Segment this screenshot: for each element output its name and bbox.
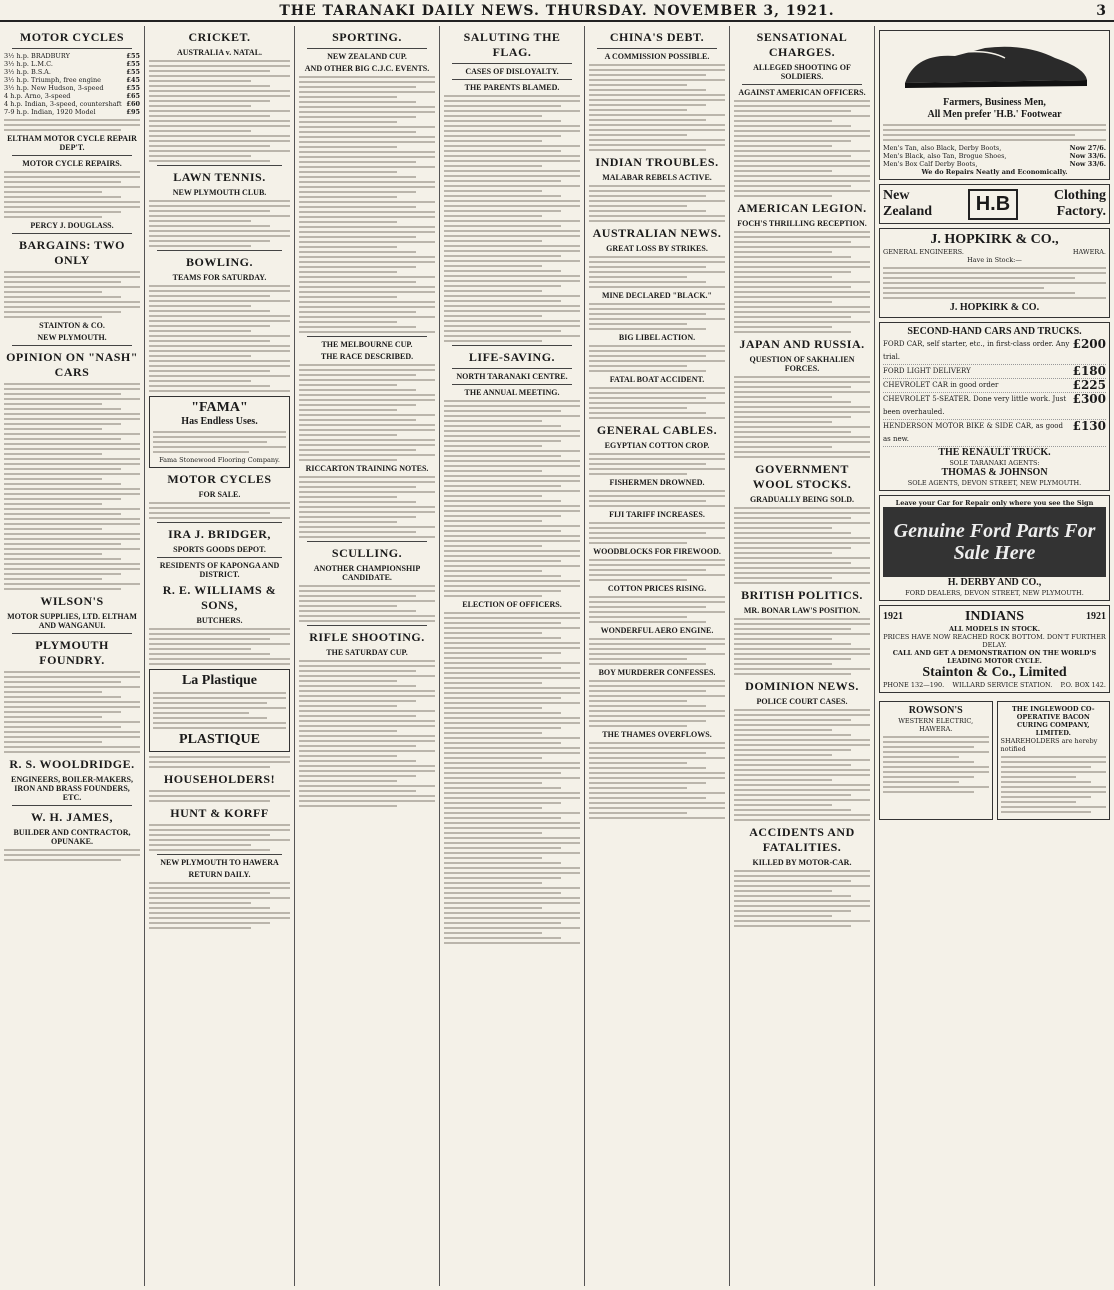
- sporting-heading: SPORTING.: [332, 30, 402, 44]
- british-politics-heading: BRITISH POLITICS.: [741, 588, 863, 602]
- hb-zealand: Zealand: [883, 204, 933, 219]
- indians-year-right: 1921: [1086, 611, 1106, 622]
- kaponga-heading: RESIDENTS OF KAPONGA AND DISTRICT.: [159, 561, 280, 579]
- fama-title: "FAMA": [191, 400, 248, 415]
- masthead: [0, 0, 1114, 22]
- williams-heading: R. E. WILLIAMS & SONS,: [162, 583, 277, 612]
- australian-news-sub: GREAT LOSS BY STRIKES.: [606, 244, 708, 253]
- ford-leave-line: Leave your Car for Repair only where you see the Sign: [895, 499, 1094, 507]
- indians-sub: ALL MODELS IN STOCK.: [949, 625, 1040, 633]
- hopkirk-sub: GENERAL ENGINEERS.: [883, 248, 964, 256]
- china-debt-heading: CHINA'S DEBT.: [609, 30, 705, 44]
- hopkirk-ad: [879, 228, 1110, 318]
- eltham-repair-heading: ELTHAM MOTOR CYCLE REPAIR DEP'T.: [7, 134, 137, 152]
- cotton-prices-heading: COTTON PRICES RISING.: [607, 584, 707, 593]
- fama-ad: [149, 396, 290, 468]
- truck-row-price: £225: [1072, 378, 1106, 392]
- boot-row: [883, 144, 1106, 152]
- truck-price-list: [883, 338, 1106, 447]
- truck-row-label: CHEVROLET CAR in good order: [883, 381, 999, 389]
- truck-row: [883, 365, 1106, 379]
- fiji-tariff-heading: FIJI TARIFF INCREASES.: [609, 510, 705, 519]
- stainton-phone: PHONE 132—190.: [883, 681, 945, 689]
- plastique-footer: PLASTIQUE: [179, 732, 260, 747]
- james-sub: BUILDER AND CONTRACTOR, OPUNAKE.: [13, 828, 131, 846]
- stainton-box: P.O. BOX 142.: [1060, 681, 1106, 689]
- accidents-sub: KILLED BY MOTOR-CAR.: [752, 858, 852, 867]
- derby-sub: FORD DEALERS, DEVON STREET, NEW PLYMOUTH.: [905, 589, 1084, 597]
- aero-engine-heading: WONDERFUL AERO ENGINE.: [600, 626, 714, 635]
- hb-new: New: [883, 188, 910, 203]
- hb-clothing-ad: [879, 184, 1110, 224]
- parents-blamed-sub: THE PARENTS BLAMED.: [464, 83, 560, 92]
- second-hand-heading: SECOND-HAND CARS AND TRUCKS.: [907, 326, 1082, 337]
- truck-row-price: £180: [1072, 364, 1106, 378]
- rowson-ad: [879, 701, 993, 820]
- column-1: [0, 26, 145, 1286]
- motor-cycle-row-label: 3½ h.p. Triumph, free engine: [4, 76, 101, 84]
- motor-cycle-row-label: 4 h.p. Arno, 3-speed: [4, 92, 71, 100]
- motor-cycle-row-price: £60: [126, 100, 140, 108]
- shoe-illustration-icon: [895, 38, 1095, 93]
- motor-cycle-row-label: 4 h.p. Indian, 3-speed, countershaft: [4, 100, 122, 108]
- wooldridge-heading: R. S. WOOLDRIDGE.: [9, 757, 135, 771]
- indians-title: INDIANS: [964, 609, 1025, 624]
- sensational-sub2: AGAINST AMERICAN OFFICERS.: [738, 88, 866, 97]
- japan-russia-heading: JAPAN AND RUSSIA.: [739, 337, 865, 351]
- plymouth-foundry-heading: PLYMOUTH FOUNDRY.: [35, 638, 109, 667]
- accidents-heading: ACCIDENTS AND FATALITIES.: [749, 825, 855, 854]
- derby-title: H. DERBY AND CO.,: [947, 577, 1042, 588]
- motor-cycle-row-label: 3½ h.p. BRADBURY: [4, 52, 70, 60]
- melbourne-cup-sub: THE RACE DESCRIBED.: [320, 352, 414, 361]
- stainton-service: WILLARD SERVICE STATION.: [952, 681, 1053, 689]
- motor-cycle-row-price: £55: [126, 60, 140, 68]
- motor-cycle-row: [4, 68, 140, 76]
- motor-cycle-row: [4, 92, 140, 100]
- bacon-notice: SHAREHOLDERS are hereby notified: [1000, 737, 1098, 753]
- motor-cycle-price-list: [4, 52, 140, 116]
- williams-sub: BUTCHERS.: [196, 616, 243, 625]
- wool-stocks-sub: GRADUALLY BEING SOLD.: [749, 495, 855, 504]
- riccarton-heading: RICCARTON TRAINING NOTES.: [305, 464, 429, 473]
- indian-troubles-heading: INDIAN TROUBLES.: [595, 155, 719, 169]
- dominion-news-sub: POLICE COURT CASES.: [756, 697, 848, 706]
- truck-row-label: CHEVROLET 5-SEATER. Done very little work. Just been overhauled.: [883, 395, 1067, 416]
- thomas-johnson-sub: SOLE AGENTS, DEVON STREET, NEW PLYMOUTH.: [907, 479, 1082, 487]
- stainton-sub: NEW PLYMOUTH.: [37, 333, 107, 342]
- truck-row: [883, 338, 1106, 365]
- repairs-line: We do Repairs Neatly and Economically.: [921, 168, 1068, 176]
- truck-row-price: £200: [1072, 337, 1106, 351]
- wool-stocks-heading: GOVERNMENT WOOL STOCKS.: [752, 462, 852, 491]
- boot-row-label: Men's Black, also Tan, Brogue Shoes,: [883, 152, 1007, 160]
- truck-row-label: FORD CAR, self starter, etc., in first-class order. Any trial.: [883, 340, 1070, 361]
- cotton-crop-heading: EGYPTIAN COTTON CROP.: [604, 441, 710, 450]
- nz-cup-sub: AND OTHER BIG C.J.C. EVENTS.: [304, 64, 430, 73]
- australian-news-heading: AUSTRALIAN NEWS.: [592, 226, 722, 240]
- motor-cycles-heading: MOTOR CYCLES: [19, 30, 125, 44]
- wooldridge-sub: ENGINEERS, BOILER-MAKERS, IRON AND BRASS FOUNDERS, ETC.: [10, 775, 134, 802]
- boot-row: [883, 160, 1106, 168]
- sensational-charges-heading: SENSATIONAL CHARGES.: [756, 30, 848, 59]
- bacon-title: THE INGLEWOOD CO-OPERATIVE BACON CURING COMPANY, LIMITED.: [1011, 705, 1095, 737]
- motor-cycle-row-price: £55: [126, 52, 140, 60]
- election-officers-heading: ELECTION OF OFFICERS.: [462, 600, 562, 609]
- rowson-town: HAWERA.: [919, 725, 953, 733]
- james-heading: W. H. JAMES,: [31, 810, 113, 824]
- indians-year-left: 1921: [883, 611, 903, 622]
- fama-sub: Has Endless Uses.: [181, 416, 258, 427]
- hawera-service-heading: NEW PLYMOUTH TO HAWERA: [160, 858, 279, 867]
- saluting-flag-heading: SALUTING THE FLAG.: [463, 30, 561, 59]
- thames-heading: THE THAMES OVERFLOWS.: [602, 730, 712, 739]
- life-saving-heading: LIFE-SAVING.: [468, 350, 556, 364]
- douglass-name: PERCY J. DOUGLASS.: [30, 221, 114, 230]
- boot-row-label: Men's Box Calf Derby Boots,: [883, 160, 978, 168]
- newspaper-title: THE TARANAKI DAILY NEWS. THURSDAY. NOVEMBER 3, 1921.: [279, 3, 835, 19]
- woodblocks-heading: WOODBLOCKS FOR FIREWOOD.: [593, 547, 721, 556]
- hb-footwear-ad: [879, 30, 1110, 180]
- hunt-korff-heading: HUNT & KORFF: [170, 806, 269, 820]
- boot-row-label: Men's Tan, also Black, Derby Boots,: [883, 144, 1002, 152]
- ford-sign: Genuine Ford Parts For Sale Here: [883, 507, 1106, 577]
- sculling-sub: ANOTHER CHAMPIONSHIP CANDIDATE.: [313, 564, 421, 582]
- hopkirk-footer: J. HOPKIRK & CO.: [949, 302, 1040, 313]
- hopkirk-town: HAWERA.: [1072, 248, 1106, 256]
- fishermen-heading: FISHERMEN DROWNED.: [609, 478, 705, 487]
- sensational-sub1: ALLEGED SHOOTING OF SOLDIERS.: [753, 63, 851, 81]
- column-2: [145, 26, 295, 1286]
- indian-troubles-sub: MALABAR REBELS ACTIVE.: [602, 173, 712, 182]
- boot-row-price: Now 27/6.: [1069, 144, 1106, 152]
- bowling-sub: TEAMS FOR SATURDAY.: [172, 273, 267, 282]
- truck-row-label: HENDERSON MOTOR BIKE & SIDE CAR, as good as new.: [883, 422, 1063, 443]
- rowson-sub: WESTERN ELECTRIC,: [898, 717, 974, 725]
- wilsons-sub: MOTOR SUPPLIES, LTD. ELTHAM AND WANGANUI.: [7, 612, 137, 630]
- libel-heading: BIG LIBEL ACTION.: [618, 333, 696, 342]
- column-6: [730, 26, 875, 1286]
- bacon-company-ad: [997, 701, 1111, 820]
- plastique-ad: [149, 669, 290, 752]
- hopkirk-title: J. HOPKIRK & CO.,: [930, 232, 1059, 247]
- american-legion-heading: AMERICAN LEGION.: [737, 201, 867, 215]
- column-5: [585, 26, 730, 1286]
- all-men-headline: All Men prefer 'H.B.' Footwear: [927, 109, 1062, 120]
- bowling-heading: BOWLING.: [185, 255, 253, 269]
- hb-logo: H.B: [968, 189, 1018, 220]
- hopkirk-stock: Have in Stock:—: [967, 256, 1022, 264]
- truck-row: [883, 379, 1106, 393]
- motor-cycle-row: [4, 76, 140, 84]
- sculling-heading: SCULLING.: [331, 546, 403, 560]
- annual-meeting-sub: THE ANNUAL MEETING.: [464, 388, 560, 397]
- motor-cycles-sale-heading: MOTOR CYCLES: [167, 472, 272, 486]
- motor-cycle-row: [4, 52, 140, 60]
- motor-cycle-row-label: 3½ h.p. B.S.A.: [4, 68, 51, 76]
- column-3: [295, 26, 440, 1286]
- repairs-heading: MOTOR CYCLE REPAIRS.: [22, 159, 122, 168]
- disloyalty-sub: CASES OF DISLOYALTY.: [465, 67, 559, 76]
- truck-row: [883, 393, 1106, 420]
- cricket-sub: AUSTRALIA v. NATAL.: [176, 48, 263, 57]
- boots-price-list: [883, 144, 1106, 168]
- stainton-heading: STAINTON & CO.: [39, 321, 105, 330]
- truck-row-label: FORD LIGHT DELIVERY: [883, 367, 971, 375]
- boot-row-price: Now 33/6.: [1069, 152, 1106, 160]
- bridger-sub: SPORTS GOODS DEPOT.: [173, 545, 266, 554]
- rifle-shooting-heading: RIFLE SHOOTING.: [309, 630, 425, 644]
- bargains-heading: BARGAINS: TWO ONLY: [19, 238, 125, 267]
- boot-row-price: Now 33/6.: [1069, 160, 1106, 168]
- melbourne-cup-heading: THE MELBOURNE CUP.: [321, 340, 413, 349]
- indians-call: CALL AND GET A DEMONSTRATION ON THE WORLD'S LEADING MOTOR CYCLE.: [892, 649, 1097, 665]
- fatal-boat-heading: FATAL BOAT ACCIDENT.: [609, 375, 705, 384]
- farmers-headline: Farmers, Business Men,: [943, 97, 1046, 108]
- wilsons-heading: WILSON'S: [40, 594, 104, 608]
- japan-russia-sub: QUESTION OF SAKHALIEN FORCES.: [749, 355, 855, 373]
- indians-ad: [879, 605, 1110, 693]
- truck-row-price: £130: [1072, 419, 1106, 433]
- motor-cycle-row-price: £45: [126, 76, 140, 84]
- sole-agents-label: SOLE TARANAKI AGENTS:: [949, 459, 1040, 467]
- hb-factory: Factory.: [1056, 204, 1106, 219]
- householders-heading: HOUSEHOLDERS!: [163, 772, 276, 786]
- motor-cycle-row: [4, 100, 140, 108]
- rifle-shooting-sub: THE SATURDAY CUP.: [326, 648, 408, 657]
- for-sale-label: FOR SALE.: [198, 490, 241, 499]
- motor-cycle-row-price: £95: [126, 108, 140, 116]
- motor-cycle-row-price: £55: [126, 84, 140, 92]
- motor-cycle-row-label: 7-9 h.p. Indian, 1920 Model: [4, 108, 96, 116]
- plastique-title: La Plastique: [181, 673, 258, 688]
- china-debt-sub: A COMMISSION POSSIBLE.: [604, 52, 710, 61]
- motor-cycle-row-price: £65: [126, 92, 140, 100]
- cricket-heading: CRICKET.: [188, 30, 251, 44]
- indians-prices: PRICES HAVE NOW REACHED ROCK BOTTOM. DON'T FURTHER DELAY.: [883, 633, 1106, 649]
- page-number: 3: [1096, 3, 1106, 19]
- nz-cup-heading: NEW ZEALAND CUP.: [327, 52, 407, 61]
- boot-row: [883, 152, 1106, 160]
- dominion-news-heading: DOMINION NEWS.: [745, 679, 859, 693]
- motor-cycle-row: [4, 108, 140, 116]
- truck-row-price: £300: [1072, 392, 1106, 406]
- american-legion-sub: FOCH'S THRILLING RECEPTION.: [737, 219, 867, 228]
- thomas-johnson: THOMAS & JOHNSON: [941, 467, 1048, 478]
- return-daily: RETURN DAILY.: [188, 870, 251, 879]
- lawn-tennis-heading: LAWN TENNIS.: [173, 170, 266, 184]
- renault-truck: THE RENAULT TRUCK.: [938, 447, 1051, 458]
- motor-cycle-row-label: 3½ h.p. New Hudson, 3-speed: [4, 84, 104, 92]
- general-cables-heading: GENERAL CABLES.: [596, 423, 718, 437]
- second-hand-cars-ad: [879, 322, 1110, 491]
- north-taranaki-centre: NORTH TARANAKI CENTRE.: [456, 372, 568, 381]
- column-4: [440, 26, 585, 1286]
- british-politics-sub: MR. BONAR LAW'S POSITION.: [743, 606, 861, 615]
- nash-opinion-heading: OPINION ON "NASH" CARS: [6, 350, 138, 379]
- boy-murderer-heading: BOY MURDERER CONFESSES.: [598, 668, 716, 677]
- motor-cycle-row: [4, 84, 140, 92]
- lawn-tennis-sub: NEW PLYMOUTH CLUB.: [172, 188, 267, 197]
- motor-cycle-row-price: £55: [126, 68, 140, 76]
- bridger-heading: IRA J. BRIDGER,: [168, 527, 271, 541]
- fama-company: Fama Stonewood Flooring Company.: [159, 456, 280, 464]
- column-7-ads: [875, 26, 1114, 1286]
- motor-cycle-row: [4, 60, 140, 68]
- mine-declared-heading: MINE DECLARED "BLACK.": [601, 291, 712, 300]
- ford-parts-ad: [879, 495, 1110, 601]
- stainton-limited: Stainton & Co., Limited: [922, 665, 1067, 680]
- truck-row: [883, 420, 1106, 447]
- motor-cycle-row-label: 3½ h.p. L.M.C.: [4, 60, 53, 68]
- hb-clothing: Clothing: [1053, 188, 1106, 203]
- rowson-title: ROWSON'S: [908, 705, 963, 716]
